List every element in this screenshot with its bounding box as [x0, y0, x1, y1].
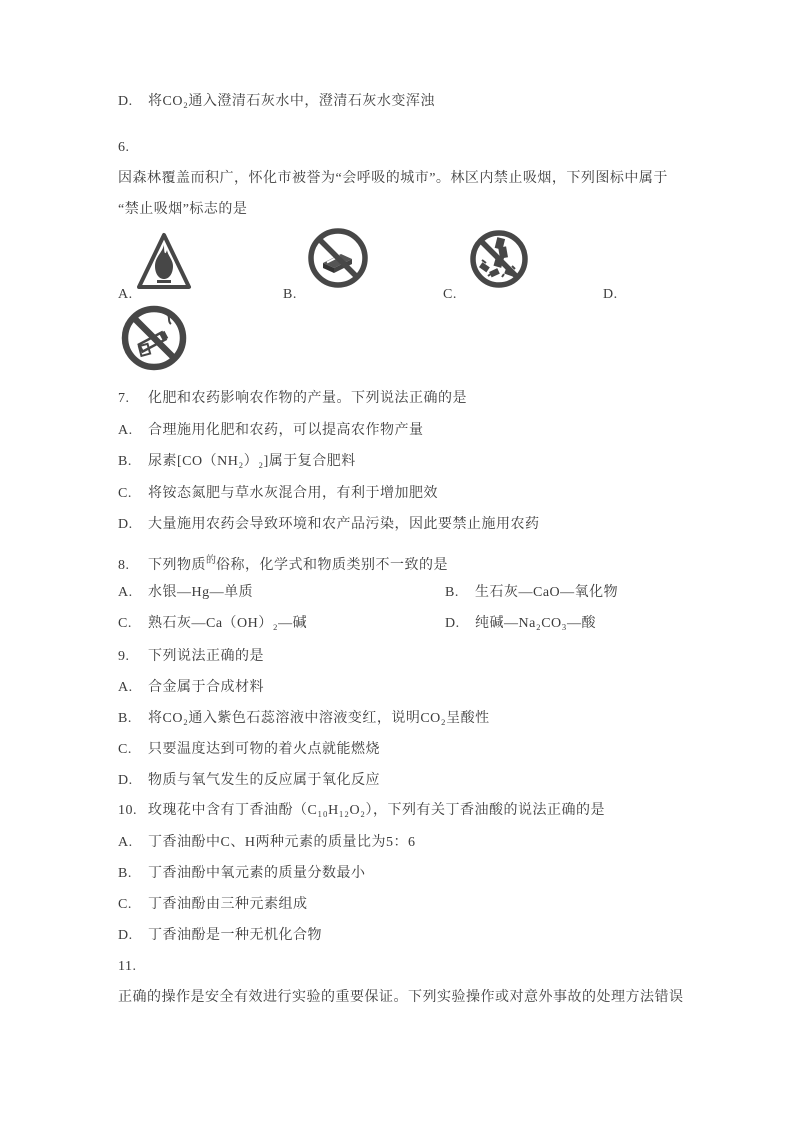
q8-option-c: [118, 614, 307, 633]
option-label: D.: [445, 616, 460, 631]
q11-stem-line1: 正确的操作是安全有效进行实验的重要保证。下列实验操作或对意外事故的处理方法错误: [118, 990, 684, 1005]
q10-option-b: [118, 864, 366, 883]
q5-option-d: [118, 92, 435, 111]
option-label: A.: [118, 423, 133, 438]
q8-option-b: [445, 583, 618, 602]
q6-option-a-label: A.: [118, 287, 133, 302]
option-label: C.: [118, 897, 132, 912]
stem-superscript: 的: [206, 555, 216, 566]
option-text: 大量施用农药会导致环境和农产品污染，因此要禁止施用农药: [148, 517, 540, 532]
q6-stem-line1: 因森林覆盖而积广，怀化市被誉为“会呼吸的城市”。林区内禁止吸烟，下列图标中属于: [118, 171, 668, 186]
stem-text: 化肥和农药影响农作物的产量。下列说法正确的是: [148, 391, 467, 406]
option-text: 合理施用化肥和农药，可以提高农作物产量: [148, 423, 424, 438]
q10-option-c: [118, 895, 308, 914]
option-label: C.: [118, 742, 132, 757]
stem-text: 玫瑰花中含有丁香油酚（C₁₀H₁₂O₂），下列有关丁香油酸的说法正确的是: [148, 803, 605, 818]
option-text: 丁香油酚由三种元素组成: [148, 897, 308, 912]
q9-option-c: [118, 740, 380, 759]
option-text: 尿素[CO（NH₂）₂]属于复合肥料: [148, 454, 356, 469]
option-text: 丁香油酚中C、H两种元素的质量比为5：6: [148, 835, 416, 850]
option-text: 合金属于合成材料: [148, 680, 264, 695]
q9-option-b: [118, 709, 490, 728]
stem-text: 下列物质: [148, 558, 206, 573]
q7-option-c: [118, 484, 438, 503]
question-number: 9.: [118, 649, 130, 664]
q10-stem: [118, 801, 605, 820]
option-label: D.: [118, 94, 133, 109]
q6-option-b-label: B.: [283, 287, 297, 302]
q9-stem: [118, 647, 264, 666]
q8-stem: [118, 551, 448, 575]
q7-stem: [118, 389, 467, 408]
q8-option-d: [445, 614, 596, 633]
q9-option-a: [118, 678, 264, 697]
option-label: A.: [118, 835, 133, 850]
option-text: 只要温度达到可物的着火点就能燃烧: [148, 742, 380, 757]
question-number: 8.: [118, 558, 130, 573]
q6-number: 6.: [118, 140, 130, 155]
option-label: D.: [118, 928, 133, 943]
q11-number: 11.: [118, 959, 137, 974]
option-label: A.: [118, 680, 133, 695]
q8-option-a: [118, 583, 253, 602]
question-number: 7.: [118, 391, 130, 406]
q10-option-d: [118, 926, 322, 945]
flammable-warning-icon: [136, 230, 192, 297]
q7-option-d: [118, 515, 540, 534]
option-label: B.: [118, 711, 132, 726]
q7-option-a: [118, 421, 424, 440]
option-label: B.: [445, 585, 459, 600]
stem-text: 俗称，化学式和物质类别不一致的是: [216, 558, 448, 573]
option-text: 物质与氧气发生的反应属于氧化反应: [148, 773, 380, 788]
option-label: B.: [118, 866, 132, 881]
option-label: C.: [118, 616, 132, 631]
q6-stem-line2: “禁止吸烟”标志的是: [118, 202, 248, 217]
no-smoking-icon: [119, 303, 189, 378]
option-label: D.: [118, 773, 133, 788]
option-label: B.: [118, 454, 132, 469]
option-text: 水银—Hg—单质: [148, 585, 254, 600]
option-text: 丁香油酚是一种无机化合物: [148, 928, 322, 943]
q7-option-b: [118, 452, 356, 471]
option-text: 生石灰—CaO—氧化物: [475, 585, 619, 600]
option-label: C.: [118, 486, 132, 501]
option-text: 将铵态氮肥与草水灰混合用，有利于增加肥效: [148, 486, 438, 501]
option-label: A.: [118, 585, 133, 600]
option-text: 将CO₂通入澄清石灰水中，澄清石灰水变浑浊: [148, 94, 435, 109]
option-text: 丁香油酚中氧元素的质量分数最小: [148, 866, 366, 881]
option-label: D.: [118, 517, 133, 532]
q6-option-d-label: D.: [603, 287, 618, 302]
no-kindling-icon: [306, 226, 370, 295]
q9-option-d: [118, 771, 380, 790]
option-text: 将CO₂通入紫色石蕊溶液中溶液变红，说明CO₂呈酸性: [148, 711, 490, 726]
option-text: 熟石灰—Ca（OH）₂—碱: [148, 616, 308, 631]
stem-text: 下列说法正确的是: [148, 649, 264, 664]
option-text: 纯碱—Na₂CO₃—酸: [475, 616, 597, 631]
q6-option-c-label: C.: [443, 287, 457, 302]
no-firecrackers-icon: [468, 228, 530, 295]
q10-option-a: [118, 833, 415, 852]
question-number: 10.: [118, 803, 137, 818]
